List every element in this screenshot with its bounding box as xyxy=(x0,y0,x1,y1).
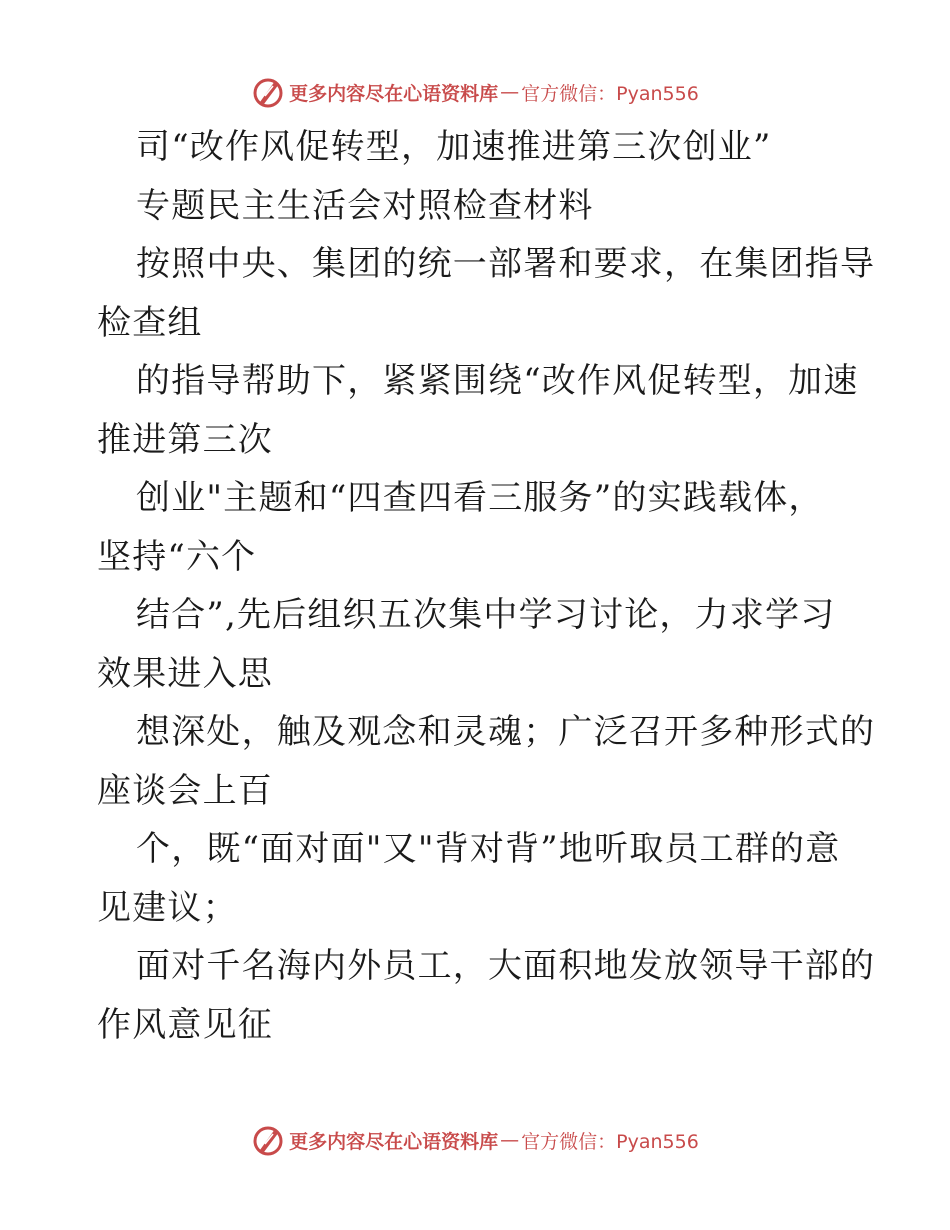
text-line: 结合”,先后组织五次集中学习讨论，力求学习 xyxy=(136,595,836,635)
quill-pen-logo-icon xyxy=(251,75,285,109)
quill-pen-logo-icon xyxy=(251,1123,285,1157)
watermark-dash: — xyxy=(500,1129,520,1151)
text-line: 座谈会上百 xyxy=(97,770,273,811)
watermark-dash: — xyxy=(500,81,520,103)
document-body xyxy=(97,118,877,1054)
text-line: 的指导帮助下，紧紧围绕“改作风促转型，加速 xyxy=(136,361,859,401)
text-line: 坚持“六个 xyxy=(97,536,257,577)
text-line: 效果进入思 xyxy=(97,653,273,694)
text-line: 专题民主生活会对照检查材料 xyxy=(136,185,594,226)
watermark-contact-text: 官方微信：Pyan556 xyxy=(521,1130,699,1153)
text-line: 个，既“面对面"又"背对背”地听取员工群的意 xyxy=(136,829,841,869)
text-line: 作风意见征 xyxy=(97,1004,273,1045)
text-line: 想深处，触及观念和灵魂；广泛召开多种形式的 xyxy=(136,712,876,752)
text-line: 推进第三次 xyxy=(97,419,273,460)
text-line: 创业"主题和“四查四看三服务”的实践载体， xyxy=(136,478,824,518)
text-line: 按照中央、集团的统一部署和要求，在集团指导 xyxy=(136,244,876,284)
text-line: 见建议； xyxy=(97,887,238,928)
watermark-main-text: 更多内容尽在心语资料库 xyxy=(289,82,499,105)
watermark-contact-text: 官方微信：Pyan556 xyxy=(521,82,699,105)
header-watermark xyxy=(0,72,950,112)
watermark-main-text: 更多内容尽在心语资料库 xyxy=(289,1130,499,1153)
text-line: 司“改作风促转型，加速推进第三次创业” xyxy=(136,127,772,167)
text-line: 检查组 xyxy=(97,302,203,343)
footer-watermark xyxy=(0,1120,950,1160)
text-line: 面对千名海内外员工，大面积地发放领导干部的 xyxy=(136,946,876,986)
